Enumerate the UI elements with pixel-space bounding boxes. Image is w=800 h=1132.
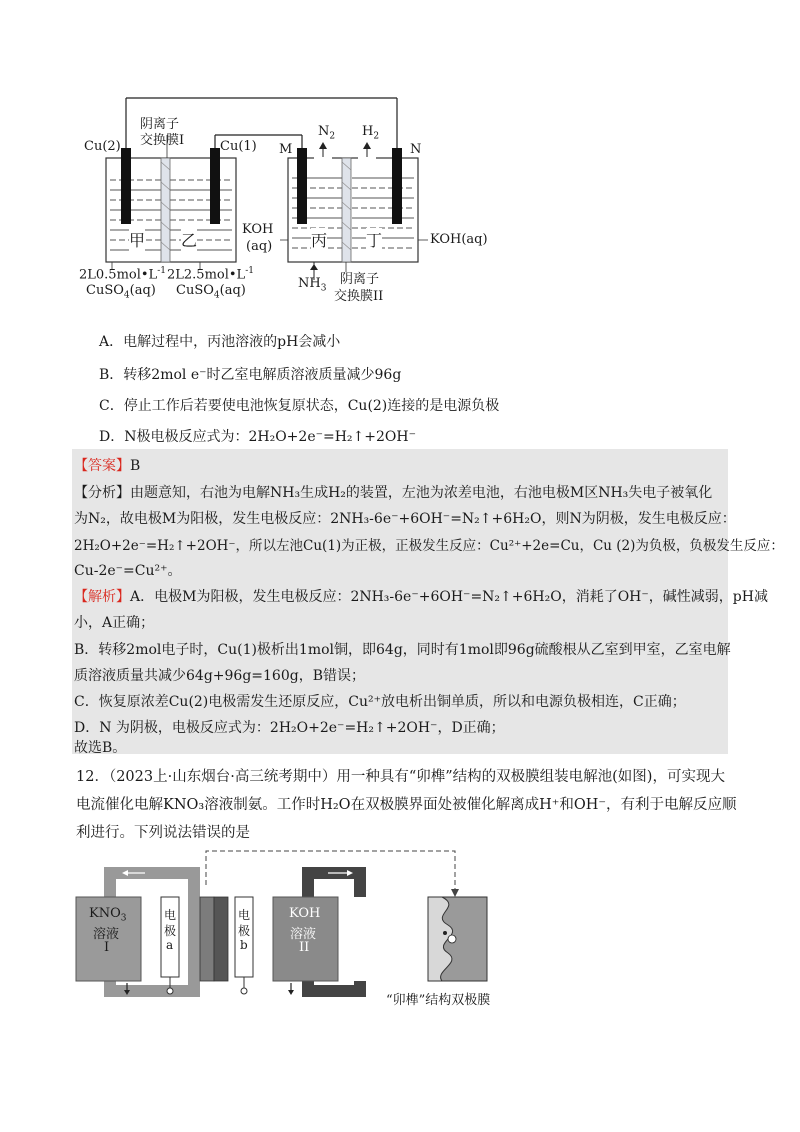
question12-line-3: 利进行。下列说法错误的是	[76, 825, 250, 841]
membrane2-label-line2: 交换膜II	[334, 289, 384, 304]
kno3-solution-label: 溶液	[93, 927, 120, 942]
electrode-b-label-1: 电	[238, 908, 251, 922]
electrode-b-label-3: b	[240, 938, 248, 952]
cell-ding-label: 丁	[366, 228, 382, 251]
option-b: B．转移2mol e⁻时乙室电解质溶液质量减少96g	[99, 367, 402, 383]
cell-jia-label: 甲	[129, 228, 145, 251]
h2-gas-label: $H_2$	[362, 124, 380, 142]
cell-yi-label: 乙	[181, 228, 197, 251]
electrode-a-label-3: a	[166, 938, 174, 952]
explanation-line-5: C．恢复原浓差Cu(2)电极需发生还原反应，Cu²⁺放电析出铜单质，所以和电源负极相连，C正确；	[74, 694, 686, 710]
solution-yi-formula: CuSO$_4$(aq)	[176, 283, 246, 301]
cu1-label: Cu(1)	[220, 139, 257, 154]
explanation-line-7: 故选B。	[74, 740, 127, 756]
analysis-line-3: 2H₂O+2e⁻=H₂↑+2OH⁻，所以左池Cu(1)为正极，正极发生反应：Cu²⁺+2e=Cu，Cu (2)为负极，负极发生反应：	[74, 538, 784, 554]
analysis-line-4: Cu-2e⁻=Cu²⁺。	[74, 563, 182, 579]
question12-line-2: 电流催化电解KNO₃溶液制氨。工作时H₂O在双极膜界面处被催化解离成H⁺和OH⁻，有利于电解反应顺	[76, 797, 737, 813]
question12-line-1: 12．（2023上·山东烟台·高三统考期中）用一种具有“卯榫”结构的双极膜组装电解池(如图)，可实现大	[76, 769, 725, 785]
answer-line: 【答案】B	[74, 458, 141, 474]
cell-bing-label: 丙	[311, 228, 327, 251]
electrode-a-label-1: 电	[164, 908, 177, 922]
explanation-line-2: 小，A正确；	[74, 615, 155, 631]
n2-gas-label: $N_2$	[318, 124, 336, 142]
analysis-line-2: 为N₂，故电极M为阳极，发生电极反应：2NH₃-6e⁻+6OH⁻=N₂↑+6H₂O，则N为阴极，发生电极反应：	[74, 511, 736, 527]
cu2-label: Cu(2)	[84, 139, 121, 154]
option-c: C．停止工作后若要使电池恢复原状态，Cu(2)连接的是电源负极	[99, 398, 500, 414]
membrane2-label-line1: 阴离子	[340, 272, 380, 287]
membrane1-label-line1: 阴离子	[140, 117, 180, 132]
koh-right-label: KOH(aq)	[430, 232, 488, 247]
electrode-a-label-2: 极	[164, 924, 177, 938]
electrode-n-label: N	[410, 142, 422, 157]
electrode-b-label-2: 极	[238, 924, 251, 938]
bipolar-membrane-caption: “卯榫”结构双极膜	[386, 993, 491, 1008]
explanation-line-3: B．转移2mol电子时，Cu(1)极析出1mol铜，即64g，同时有1mol即96g硫酸根从乙室到甲室，乙室电解	[74, 642, 731, 658]
solution-yi-concentration: $2L2.5mol•L^{-1}$	[167, 266, 254, 283]
koh-solution-number: II	[299, 940, 310, 955]
electrode-m-label: M	[279, 142, 293, 157]
explanation-line-1: 【解析】A．电极M为阳极，发生电极反应：2NH₃-6e⁻+6OH⁻=N₂↑+6H₂O，消耗了OH⁻，碱性减弱，pH减	[74, 589, 768, 605]
membrane1-label-line2: 交换膜I	[140, 133, 185, 148]
koh-left-label-line1: KOH	[242, 222, 274, 237]
nh3-inlet-label: $NH_3$	[298, 276, 327, 294]
kno3-label: $KNO_3$	[89, 906, 127, 924]
option-d: D．N极电极反应式为：2H₂O+2e⁻=H₂↑+2OH⁻	[99, 429, 416, 445]
kno3-solution-number: I	[104, 940, 110, 955]
koh-solution-label: 溶液	[290, 927, 317, 942]
koh-label: KOH	[289, 906, 321, 921]
explanation-line-4: 质溶液质量共减少64g+96g=160g，B错误；	[74, 668, 365, 684]
solution-jia-formula: CuSO$_4$(aq)	[86, 283, 156, 301]
explanation-line-6: D．N 为阴极，电极反应式为：2H₂O+2e⁻=H₂↑+2OH⁻，D正确；	[74, 720, 505, 736]
option-a: A．电解过程中，丙池溶液的pH会减小	[99, 334, 341, 350]
solution-jia-concentration: $2L0.5mol•L^{-1}$	[79, 266, 166, 283]
analysis-line-1: 【分析】由题意知，右池为电解NH₃生成H₂的装置，左池为浓差电池，右池电极M区NH₃失电子被氧化	[74, 485, 713, 501]
koh-left-label-line2: (aq)	[246, 239, 273, 254]
